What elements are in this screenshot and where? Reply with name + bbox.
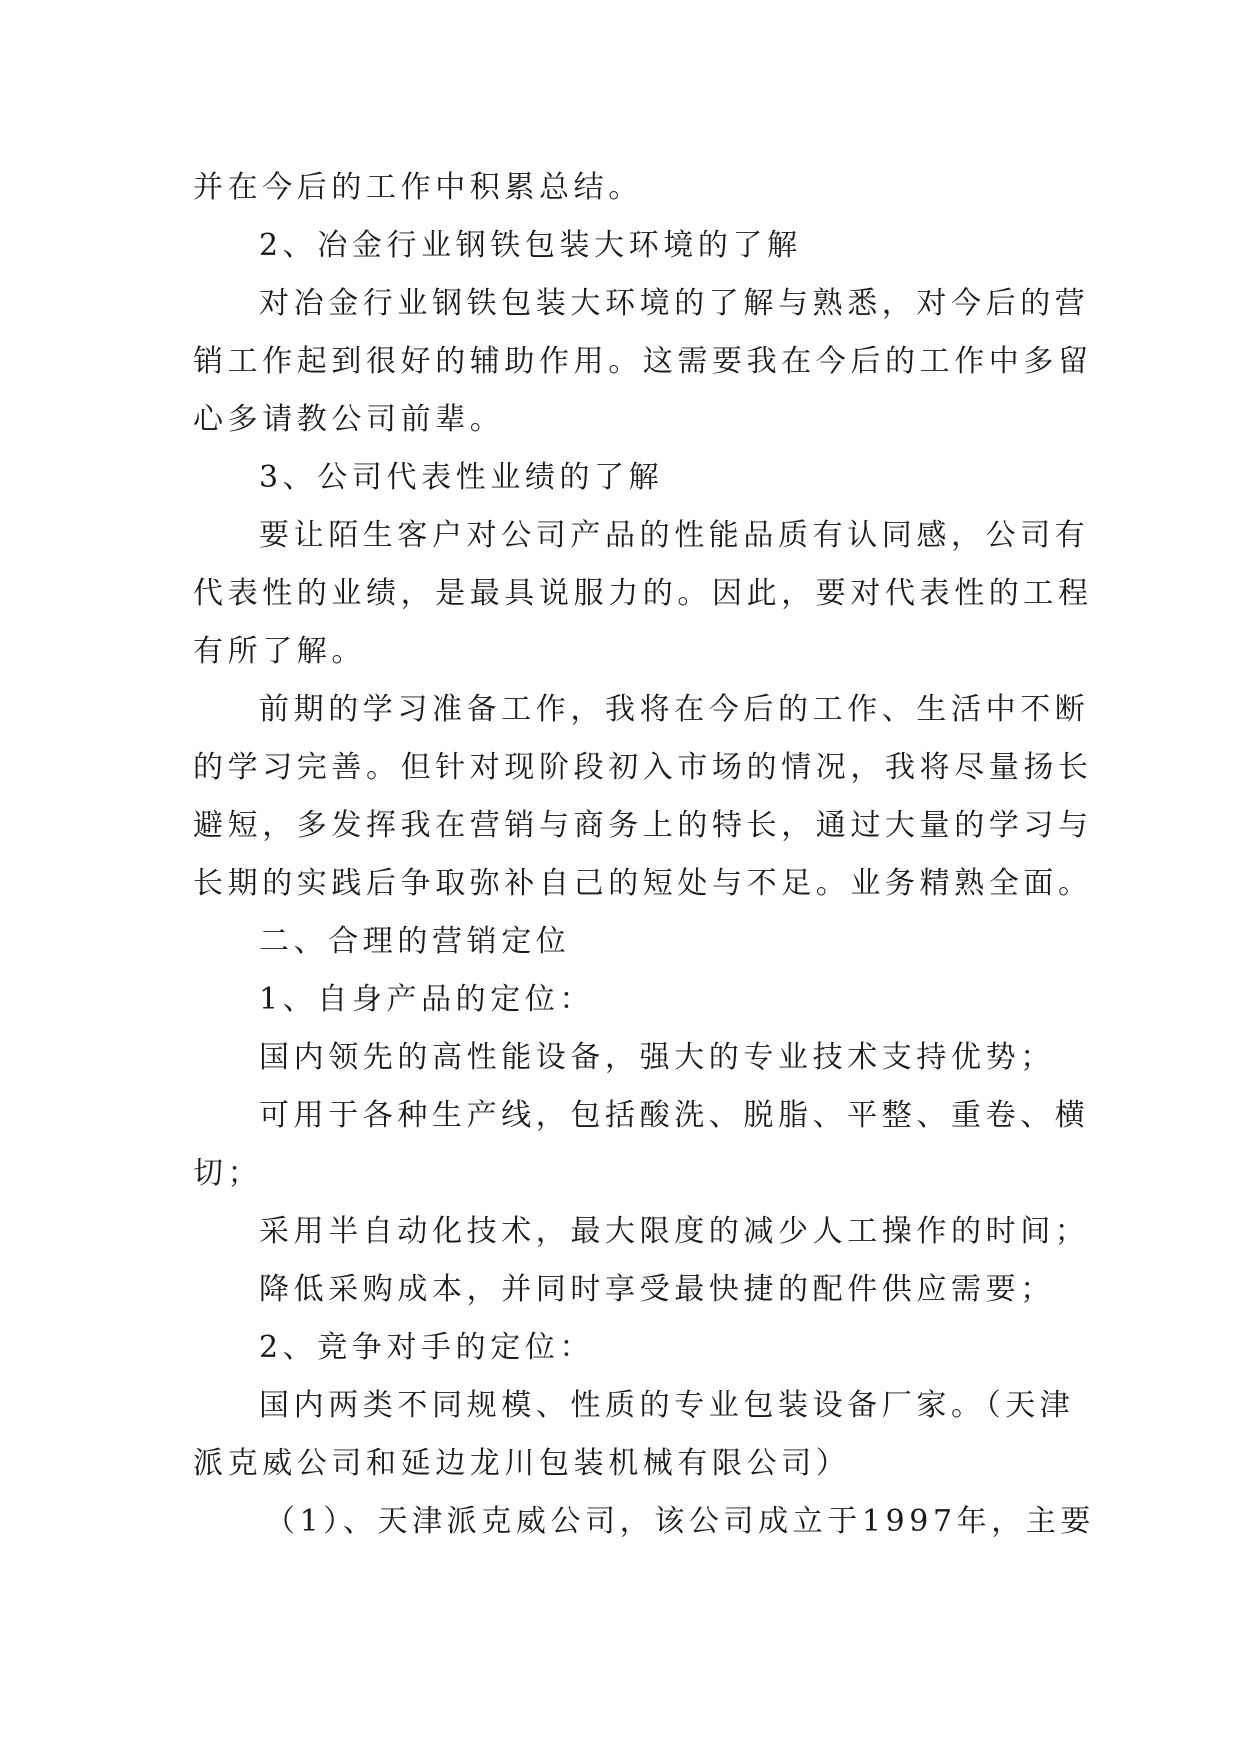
section-heading: 2、冶金行业钢铁包装大环境的了解 [259, 228, 802, 263]
paragraph-line: 派克威公司和延边龙川包装机械有限公司） [193, 1446, 851, 1481]
paragraph-line: 采用半自动化技术，最大限度的减少人工操作的时间； [259, 1214, 1090, 1249]
paragraph-line: 切； [193, 1156, 263, 1191]
paragraph-line: 避短，多发挥我在营销与商务上的特长，通过大量的学习与 [193, 808, 1093, 843]
paragraph-line: 代表性的业绩，是最具说服力的。因此，要对代表性的工程 [193, 576, 1093, 611]
paragraph-line: 国内两类不同规模、性质的专业包装设备厂家。（天津 [259, 1388, 1075, 1423]
paragraph-line: 可用于各种生产线，包括酸洗、脱脂、平整、重卷、横 [259, 1098, 1090, 1133]
paragraph-line: 降低采购成本，并同时享受最快捷的配件供应需要； [259, 1272, 1055, 1307]
paragraph-line: 要让陌生客户对公司产品的性能品质有认同感，公司有 [259, 518, 1090, 553]
paragraph-line: 心多请教公司前辈。 [193, 402, 505, 437]
paragraph-line: 有所了解。 [193, 634, 366, 669]
paragraph-line: 前期的学习准备工作，我将在今后的工作、生活中不断 [259, 692, 1090, 727]
paragraph-line: 对冶金行业钢铁包装大环境的了解与熟悉，对今后的营 [259, 286, 1090, 321]
paragraph-line: 销工作起到很好的辅助作用。这需要我在今后的工作中多留 [193, 344, 1093, 379]
section-heading: 二、合理的营销定位 [259, 924, 571, 959]
section-heading: 3、公司代表性业绩的了解 [259, 460, 664, 495]
section-heading: 2、竞争对手的定位： [259, 1330, 595, 1365]
section-heading: 1、自身产品的定位： [259, 982, 595, 1017]
paragraph-line: 国内领先的高性能设备，强大的专业技术支持优势； [259, 1040, 1055, 1075]
paragraph-line: 长期的实践后争取弥补自己的短处与不足。业务精熟全面。 [193, 866, 1093, 901]
paragraph-line: 并在今后的工作中积累总结。 [193, 170, 643, 205]
paragraph-line: （1）、天津派克威公司，该公司成立于1997年，主要 [265, 1504, 1096, 1539]
paragraph-line: 的学习完善。但针对现阶段初入市场的情况，我将尽量扬长 [193, 750, 1093, 785]
